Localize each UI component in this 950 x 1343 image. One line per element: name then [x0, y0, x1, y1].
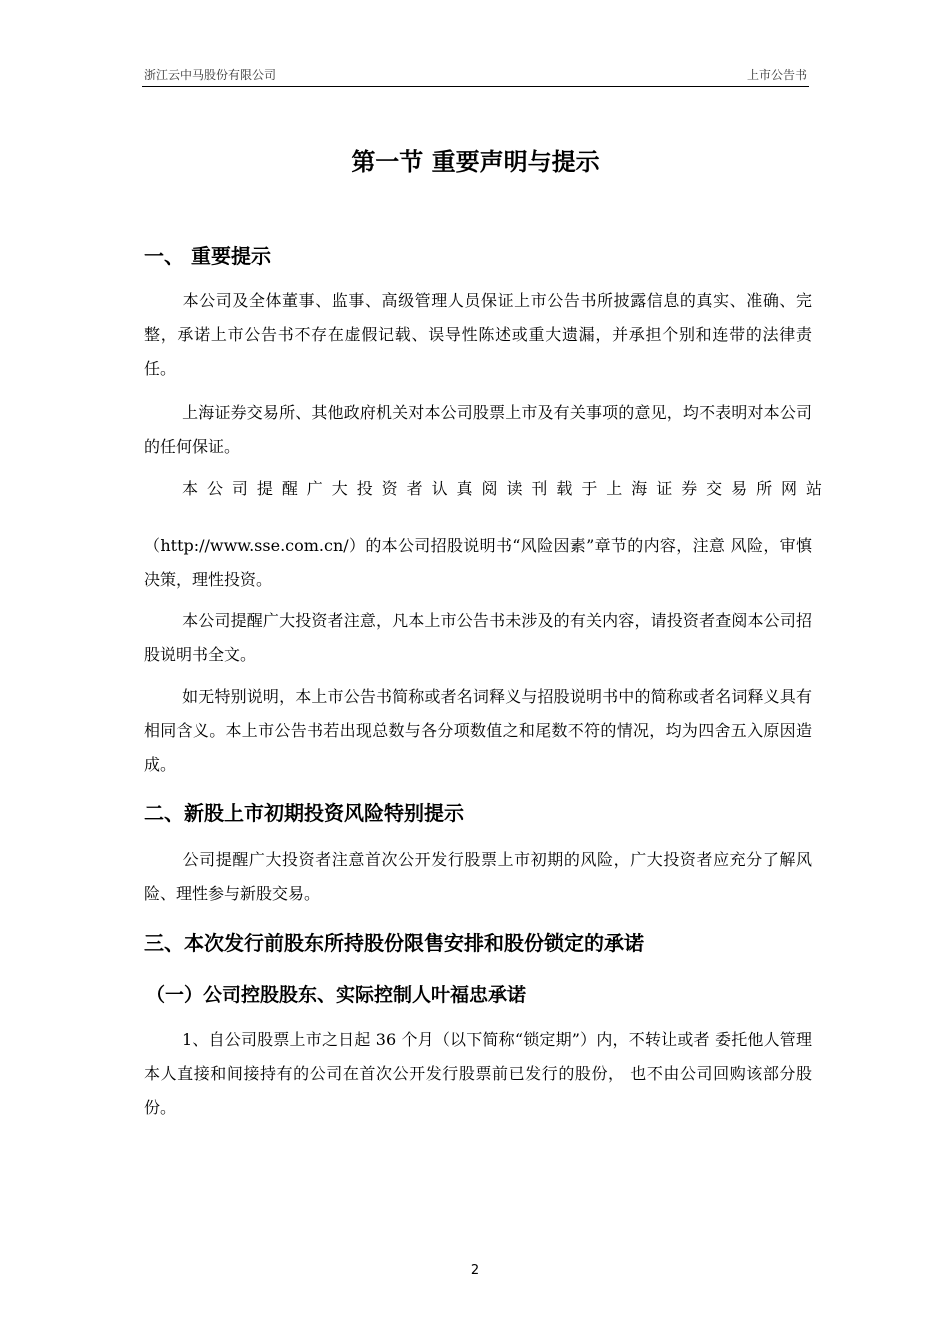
paragraph-ipo-risk	[144, 843, 812, 911]
paragraph-definitions	[144, 680, 812, 782]
paragraph-text: 上海证券交易所、其他政府机关对本公司股票上市及有关事项的意见，均不表明对本公司的任何保证。	[144, 403, 812, 456]
heading-ipo-risk: 二、新股上市初期投资风险特别提示	[144, 801, 464, 825]
paragraph-read-prospectus-spaced: 本公司提醒广大投资者认真阅读刊载于上海证券交易所网站	[182, 479, 830, 498]
page-header	[142, 66, 809, 87]
page-number: 2	[470, 1263, 480, 1278]
paragraph-lockup-period	[144, 1023, 812, 1125]
paragraph-text: 本公司及全体董事、监事、高级管理人员保证上市公告书所披露信息的真实、准确、完整，承诺上市公告书不存在虚假记载、误导性陈述或重大遗漏，并承担个别和连带的法律责任。	[144, 291, 812, 378]
header-document-type: 上市公告书	[746, 68, 807, 82]
paragraph-text: 如无特别说明，本上市公告书简称或者名词释义与招股说明书中的简称或者名词释义具有相同含义。本上市公告书若出现总数与各分项数值之和尾数不符的情况，均为四舍五入原因造成。	[144, 687, 812, 774]
heading-lockup-commitments: 三、本次发行前股东所持股份限售安排和股份锁定的承诺	[144, 931, 644, 955]
heading-important-notice: 一、 重要提示	[144, 244, 271, 268]
paragraph-text: 1、自公司股票上市之日起 36 个月（以下简称“锁定期”）内，不转让或者 委托他人管理本人直接和间接持有的公司在首次公开发行股票前已发行的股份， 也不由公司回购该部分股份。	[144, 1030, 812, 1117]
paragraph-director-guarantee	[144, 284, 812, 386]
paragraph-read-prospectus-rest: （http://www.sse.com.cn/）的本公司招股说明书“风险因素”章节的内容，注意 风险，审慎决策，理性投资。	[144, 536, 812, 589]
subheading-controlling-shareholder: （一）公司控股股东、实际控制人叶福忠承诺	[146, 984, 527, 1006]
header-company-name: 浙江云中马股份有限公司	[144, 68, 277, 82]
section-title: 第一节 重要声明与提示	[351, 148, 600, 176]
paragraph-exchange-disclaimer	[144, 396, 812, 464]
paragraph-refer-prospectus	[144, 604, 812, 672]
paragraph-text: 公司提醒广大投资者注意首次公开发行股票上市初期的风险，广大投资者应充分了解风险、理性参与新股交易。	[144, 850, 812, 903]
paragraph-text: 本公司提醒广大投资者注意，凡本上市公告书未涉及的有关内容，请投资者查阅本公司招股说明书全文。	[144, 611, 812, 664]
